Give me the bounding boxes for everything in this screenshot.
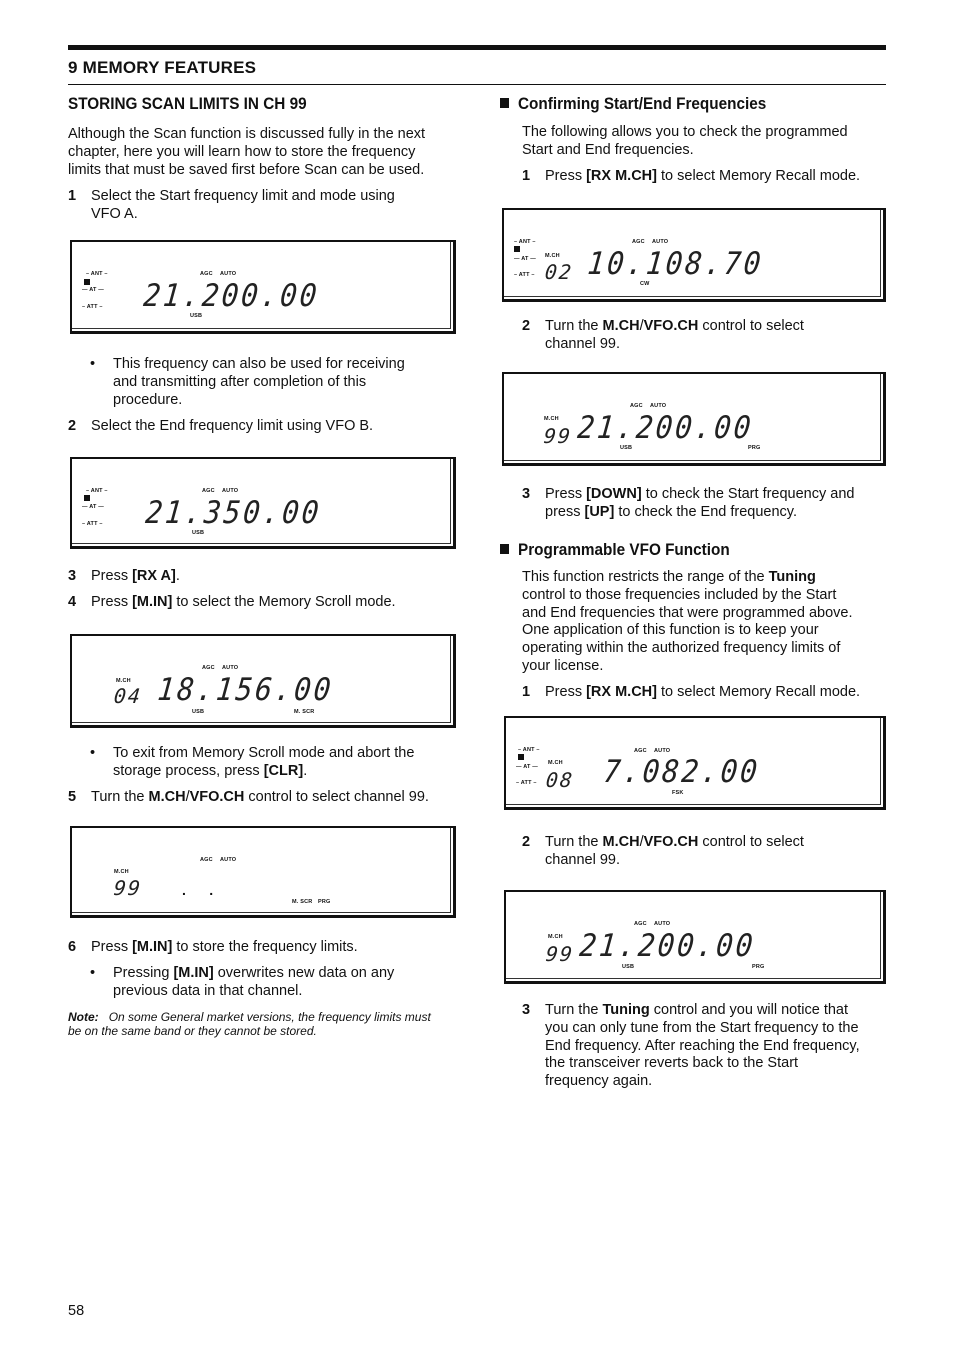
- step-number: 1: [522, 168, 531, 184]
- ant-indicator: – ANT –: [86, 271, 108, 277]
- step-number: 1: [522, 684, 531, 700]
- heading-confirming-frequencies: [500, 94, 766, 114]
- page-number: 58: [68, 1303, 85, 1319]
- step-text: [545, 318, 804, 354]
- frequency-readout: 21.200.00: [578, 928, 757, 964]
- step-line: the transceiver reverts back to the Start: [545, 1055, 799, 1072]
- step-text-part: to check the End frequency.: [614, 503, 798, 520]
- agc-indicator: AGC: [200, 857, 213, 863]
- pvfo-step-1: [522, 684, 892, 702]
- step-line: [545, 504, 854, 522]
- pvfo-step-3: [522, 1002, 892, 1092]
- step-text: [545, 168, 860, 186]
- step-number: 4: [68, 594, 77, 610]
- agc-indicator: AGC: [200, 271, 213, 277]
- key-m-in: [M.IN]: [132, 594, 173, 610]
- att-indicator: – ATT –: [82, 304, 103, 310]
- mode-fsk-indicator: FSK: [672, 790, 684, 796]
- mch-indicator: M.CH: [548, 934, 563, 940]
- step-line: VFO A.: [91, 205, 138, 222]
- bullet-frequency-use: [90, 356, 460, 410]
- bullet-text: [113, 745, 414, 781]
- frequency-readout: 21.350.00: [144, 495, 323, 531]
- confirm-step-2: [522, 318, 892, 354]
- bullet-text-part: .: [303, 762, 308, 779]
- key-down: [DOWN]: [586, 486, 642, 502]
- step-text-part: Press: [545, 486, 587, 502]
- step-text-part: control to select channel 99.: [244, 789, 429, 805]
- bullet-text-part: storage process, press: [113, 762, 264, 779]
- bullet-line: To exit from Memory Scroll mode and abort the: [113, 745, 415, 761]
- lcd-display-memory-recall-02: [502, 208, 886, 302]
- step-text-part: to select the Memory Scroll mode.: [172, 594, 396, 610]
- key-rx-mch: [RX M.CH]: [586, 684, 657, 700]
- confirm-step-3: [522, 486, 892, 522]
- prg-indicator: PRG: [318, 899, 331, 905]
- mch-indicator: M.CH: [548, 760, 563, 766]
- lcd-display-channel-99-pvfo: [504, 890, 886, 984]
- mode-usb-indicator: USB: [192, 530, 205, 536]
- step-text-part: Press: [91, 568, 133, 584]
- step-1-select-start: [68, 188, 458, 224]
- step-text: [545, 834, 804, 870]
- para-line: control to those frequencies included by the Start: [522, 586, 837, 603]
- auto-indicator: AUTO: [220, 271, 237, 277]
- lcd-display-vfo-a: [70, 240, 456, 334]
- step-line: Select the Start frequency limit and mode using: [91, 188, 395, 204]
- lcd-display-memory-scroll: [70, 634, 456, 728]
- step-text-part: to select Memory Recall mode.: [656, 168, 861, 184]
- square-bullet-icon: [500, 544, 509, 554]
- step-number: 2: [68, 418, 77, 434]
- auto-indicator: AUTO: [650, 403, 667, 409]
- step-text-part: control and you will notice that: [649, 1002, 849, 1018]
- bullet-text-part: overwrites new data on any: [213, 965, 395, 981]
- mscr-indicator: M. SCR: [294, 709, 315, 715]
- agc-indicator: AGC: [634, 748, 647, 754]
- step-number: 1: [68, 188, 77, 204]
- step-text-part: Press: [91, 594, 133, 610]
- step-line: you can only tune from the Start frequency to the: [545, 1019, 859, 1036]
- step-text-part: Press: [545, 684, 587, 700]
- step-line: [545, 1002, 860, 1020]
- mch-indicator: M.CH: [116, 678, 131, 684]
- bullet-text: [113, 356, 405, 409]
- intro-line: Although the Scan function is discussed fully in the next: [68, 126, 426, 142]
- frequency-readout: 21.200.00: [142, 278, 321, 314]
- step-text-part: /: [639, 318, 644, 334]
- auto-indicator: AUTO: [654, 921, 671, 927]
- mch-indicator: M.CH: [544, 416, 559, 422]
- step-text-part: /: [185, 789, 190, 805]
- agc-indicator: AGC: [202, 488, 215, 494]
- control-vfo-ch: VFO.CH: [643, 318, 699, 334]
- bullet-line: procedure.: [113, 391, 183, 408]
- step-text-part: to store the frequency limits.: [172, 939, 358, 955]
- frequency-readout: 7.082.00: [602, 754, 762, 790]
- intro-paragraph: [68, 126, 458, 179]
- mode-usb-indicator: USB: [620, 445, 633, 451]
- step-number: 3: [68, 568, 77, 584]
- step-number: 3: [522, 1002, 531, 1018]
- key-m-in: [M.IN]: [132, 939, 173, 955]
- step-text: [91, 939, 358, 957]
- bullet-line: previous data in that channel.: [113, 982, 303, 999]
- mode-usb-indicator: USB: [192, 709, 205, 715]
- control-mch: M.CH: [148, 789, 186, 805]
- step-line: [545, 834, 804, 852]
- att-indicator: – ATT –: [514, 272, 535, 278]
- step-number: 2: [522, 318, 531, 334]
- step-text-part: .: [175, 568, 180, 584]
- mch-indicator: M.CH: [114, 869, 129, 875]
- auto-indicator: AUTO: [222, 665, 239, 671]
- auto-indicator: AUTO: [220, 857, 237, 863]
- step-text-part: to select Memory Recall mode.: [656, 684, 861, 700]
- step-text-part: /: [639, 834, 644, 850]
- frequency-readout: 18.156.00: [156, 672, 335, 708]
- agc-indicator: AGC: [630, 403, 643, 409]
- para-line: your license.: [522, 657, 604, 674]
- step-text: [91, 594, 396, 612]
- channel-number: 08: [544, 768, 576, 792]
- agc-indicator: AGC: [202, 665, 215, 671]
- step-text: [91, 188, 395, 224]
- vfo-a-mark-icon: [84, 279, 90, 285]
- step-line: [545, 318, 804, 336]
- step-text: [545, 684, 860, 702]
- step-text: [91, 568, 180, 586]
- control-vfo-ch: VFO.CH: [189, 789, 245, 805]
- lcd-display-channel-99-empty: [70, 826, 456, 918]
- programmable-vfo-paragraph: [522, 569, 892, 676]
- bullet-text: [113, 965, 394, 1001]
- att-indicator: – ATT –: [516, 780, 537, 786]
- section-title: 9 MEMORY FEATURES: [68, 58, 257, 77]
- bullet-line: and transmitting after completion of this: [113, 373, 367, 390]
- intro-line: chapter, here you will learn how to store the frequency: [68, 143, 416, 160]
- step-text-part: press: [545, 503, 585, 520]
- step-line: frequency again.: [545, 1073, 653, 1090]
- ant-indicator: – ANT –: [518, 747, 540, 753]
- step-number: 5: [68, 789, 77, 805]
- auto-indicator: AUTO: [222, 488, 239, 494]
- control-mch: M.CH: [602, 318, 640, 334]
- heading-text: Programmable VFO Function: [518, 540, 730, 559]
- para-line: Start and End frequencies.: [522, 141, 694, 158]
- bullet-overwrite-warning: [90, 965, 460, 1001]
- at-indicator: — AT —: [82, 504, 104, 510]
- agc-indicator: AGC: [632, 239, 645, 245]
- mscr-indicator: M. SCR: [292, 899, 313, 905]
- step-line: channel 99.: [545, 851, 620, 868]
- step-text-part: to check the Start frequency and: [641, 486, 855, 502]
- at-indicator: — AT —: [516, 764, 538, 770]
- para-line: One application of this function is to keep your: [522, 622, 819, 639]
- vfo-mark-icon: [518, 754, 524, 760]
- step-text-part: Press: [545, 168, 587, 184]
- bullet-exit-memory-scroll: [90, 745, 460, 781]
- step-2-select-end: [68, 418, 458, 436]
- mode-cw-indicator: CW: [640, 281, 650, 287]
- at-indicator: — AT —: [82, 287, 104, 293]
- step-4-press-m-in: [68, 594, 458, 612]
- note: [68, 1010, 460, 1038]
- bullet-dot: •: [90, 965, 96, 981]
- note-text: On some General market versions, the frequency limits must: [108, 1010, 431, 1024]
- step-number: 2: [522, 834, 531, 850]
- step-line: [545, 486, 854, 504]
- step-number: 6: [68, 939, 77, 955]
- prg-indicator: PRG: [748, 445, 761, 451]
- note-line: [68, 1010, 460, 1024]
- step-6-store-limits: [68, 939, 458, 957]
- channel-number: 99: [544, 942, 576, 966]
- bullet-line: This frequency can also be used for receiving: [113, 356, 405, 372]
- note-label: Note:: [68, 1010, 99, 1024]
- para-text-part: This function restricts the range of the: [522, 569, 769, 585]
- frequency-readout-blank: . .: [182, 882, 214, 898]
- para-line: [522, 569, 892, 587]
- heading-text: Confirming Start/End Frequencies: [518, 94, 767, 113]
- header-rule-thin: [68, 84, 886, 85]
- key-rx-mch: [RX M.CH]: [586, 168, 657, 184]
- bullet-line: [113, 965, 394, 983]
- lcd-display-vfo-b: [70, 457, 456, 549]
- ant-indicator: – ANT –: [514, 239, 536, 245]
- key-m-in: [M.IN]: [173, 965, 214, 981]
- step-text-part: Turn the: [91, 789, 149, 805]
- bullet-line: [113, 763, 414, 781]
- channel-number: 04: [112, 684, 144, 708]
- bullet-dot: •: [90, 356, 96, 372]
- bullet-dot: •: [90, 745, 96, 761]
- step-text-part: Press: [91, 939, 133, 955]
- lcd-display-channel-99-start: [502, 372, 886, 466]
- key-clr: [CLR]: [263, 762, 304, 779]
- heading-programmable-vfo: [500, 540, 730, 560]
- para-line: operating within the authorized frequency limits of: [522, 640, 841, 657]
- bullet-text-part: Pressing: [113, 965, 174, 981]
- step-5-select-channel: [68, 789, 458, 807]
- mch-indicator: M.CH: [545, 253, 560, 259]
- step-line: End frequency. After reaching the End frequency,: [545, 1037, 860, 1054]
- heading-storing-scan-limits: STORING SCAN LIMITS IN CH 99: [68, 94, 307, 113]
- step-3-press-rx-a: [68, 568, 458, 586]
- step-text: [91, 789, 429, 807]
- intro-line: limits that must be saved first before Scan can be used.: [68, 161, 425, 178]
- prg-indicator: PRG: [752, 964, 765, 970]
- channel-number: 02: [543, 260, 575, 284]
- note-line: be on the same band or they cannot be stored.: [68, 1024, 317, 1038]
- ant-indicator: – ANT –: [86, 488, 108, 494]
- key-rx-a: [RX A]: [132, 568, 176, 584]
- vfo-mark-icon: [84, 495, 90, 501]
- step-text-part: control to select: [698, 834, 804, 850]
- header-rule-thick: [68, 45, 886, 50]
- pvfo-step-2: [522, 834, 892, 870]
- lcd-display-memory-recall-08: [504, 716, 886, 810]
- att-indicator: – ATT –: [82, 521, 103, 527]
- frequency-readout: 10.108.70: [586, 246, 765, 282]
- at-indicator: — AT —: [514, 256, 536, 262]
- step-text-part: Turn the: [545, 834, 603, 850]
- step-text: [545, 1002, 860, 1091]
- auto-indicator: AUTO: [654, 748, 671, 754]
- step-text-part: Turn the: [545, 1002, 603, 1018]
- square-bullet-icon: [500, 98, 509, 108]
- step-text: Select the End frequency limit using VFO B.: [91, 418, 374, 434]
- channel-number: 99: [542, 424, 574, 448]
- control-tuning: Tuning: [768, 569, 816, 585]
- frequency-readout: 21.200.00: [576, 410, 755, 446]
- mode-usb-indicator: USB: [190, 313, 203, 319]
- vfo-mark-icon: [514, 246, 520, 252]
- control-vfo-ch: VFO.CH: [643, 834, 699, 850]
- step-text-part: Turn the: [545, 318, 603, 334]
- step-text-part: control to select: [698, 318, 804, 334]
- step-text: [545, 486, 854, 522]
- control-mch: M.CH: [602, 834, 640, 850]
- agc-indicator: AGC: [634, 921, 647, 927]
- para-line: and End frequencies that were programmed above.: [522, 604, 853, 621]
- step-number: 3: [522, 486, 531, 502]
- confirming-paragraph: [522, 124, 892, 160]
- key-up: [UP]: [584, 503, 615, 520]
- confirm-step-1: [522, 168, 892, 186]
- step-line: channel 99.: [545, 335, 620, 352]
- control-tuning: Tuning: [602, 1002, 650, 1018]
- mode-usb-indicator: USB: [622, 964, 635, 970]
- para-line: The following allows you to check the programmed: [522, 124, 848, 140]
- auto-indicator: AUTO: [652, 239, 669, 245]
- channel-number: 99: [112, 876, 144, 900]
